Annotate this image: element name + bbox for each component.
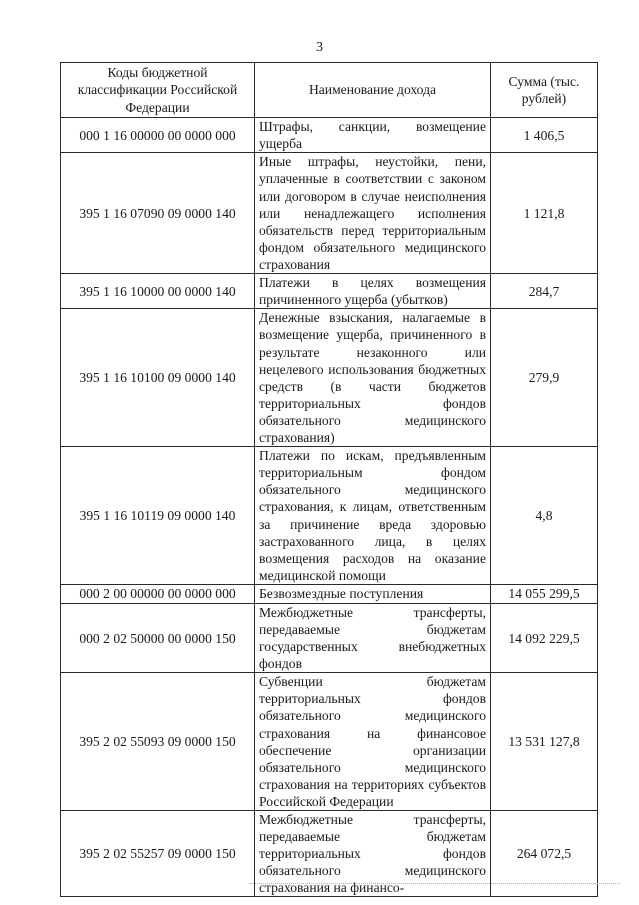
- table-row: [61, 603, 598, 672]
- header-sum: Сумма (тыс. рублей): [491, 63, 598, 118]
- row-name: Штрафы, санкции, возмещение ущерба: [255, 118, 491, 153]
- row-code: 395 1 16 10100 09 0000 140: [61, 309, 255, 447]
- row-sum: 4,8: [491, 447, 598, 585]
- budget-income-table: [60, 62, 598, 897]
- table-row: [61, 309, 598, 447]
- row-code: 000 1 16 00000 00 0000 000: [61, 118, 255, 153]
- row-name: Платежи по искам, предъявленным территориальным фондом обязательного медицинского страхования, к лицам, ответственным за причинение вреда здоровью застрахованного лица, в целях возмещения расходов на оказание медицинской помощи: [255, 447, 491, 585]
- header-name: Наименование дохода: [255, 63, 491, 118]
- row-sum: 264 072,5: [491, 811, 598, 897]
- table-body: [61, 118, 598, 897]
- table-header: [61, 63, 598, 118]
- row-sum: 14 092 229,5: [491, 603, 598, 672]
- row-name: Иные штрафы, неустойки, пени, уплаченные в соответствии с законом или договором в случае неисполнения или ненадлежащего исполнения обязательств перед территориальным фондом обязательного медицинского страхования: [255, 153, 491, 274]
- header-row: [61, 63, 598, 118]
- header-code: Коды бюджетной классификации Российской Федерации: [61, 63, 255, 118]
- row-sum: 14 055 299,5: [491, 584, 598, 603]
- row-name: Межбюджетные трансферты, передаваемые бюджетам территориальных фондов обязательного медицинского страхования на финансо-: [255, 811, 491, 897]
- row-sum: 284,7: [491, 274, 598, 309]
- row-code: 395 2 02 55093 09 0000 150: [61, 673, 255, 811]
- row-name: Денежные взыскания, налагаемые в возмещение ущерба, причиненного в результате незаконного или нецелевого использования бюджетных средств (в части бюджетов территориальных фондов обязательного медицинского страхования): [255, 309, 491, 447]
- table-row: [61, 447, 598, 585]
- row-code: 395 1 16 10119 09 0000 140: [61, 447, 255, 585]
- row-name: Безвозмездные поступления: [255, 584, 491, 603]
- row-sum: 1 406,5: [491, 118, 598, 153]
- bottom-divider: [250, 883, 620, 884]
- row-sum: 279,9: [491, 309, 598, 447]
- table-row: [61, 118, 598, 153]
- row-code: 395 1 16 07090 09 0000 140: [61, 153, 255, 274]
- row-code: 395 2 02 55257 09 0000 150: [61, 811, 255, 897]
- row-name: Субвенции бюджетам территориальных фондов обязательного медицинского страхования на финансовое обеспечение организации обязательного медицинского страхования на территориях субъектов Российской Федерации: [255, 673, 491, 811]
- table-row: [61, 673, 598, 811]
- row-name: Межбюджетные трансферты, передаваемые бюджетам государственных внебюджетных фондов: [255, 603, 491, 672]
- table-row: [61, 153, 598, 274]
- row-code: 000 2 00 00000 00 0000 000: [61, 584, 255, 603]
- row-sum: 1 121,8: [491, 153, 598, 274]
- row-name: Платежи в целях возмещения причиненного ущерба (убытков): [255, 274, 491, 309]
- table-row: [61, 274, 598, 309]
- row-sum: 13 531 127,8: [491, 673, 598, 811]
- row-code: 395 1 16 10000 00 0000 140: [61, 274, 255, 309]
- table-row: [61, 584, 598, 603]
- page-number: 3: [316, 40, 323, 55]
- row-code: 000 2 02 50000 00 0000 150: [61, 603, 255, 672]
